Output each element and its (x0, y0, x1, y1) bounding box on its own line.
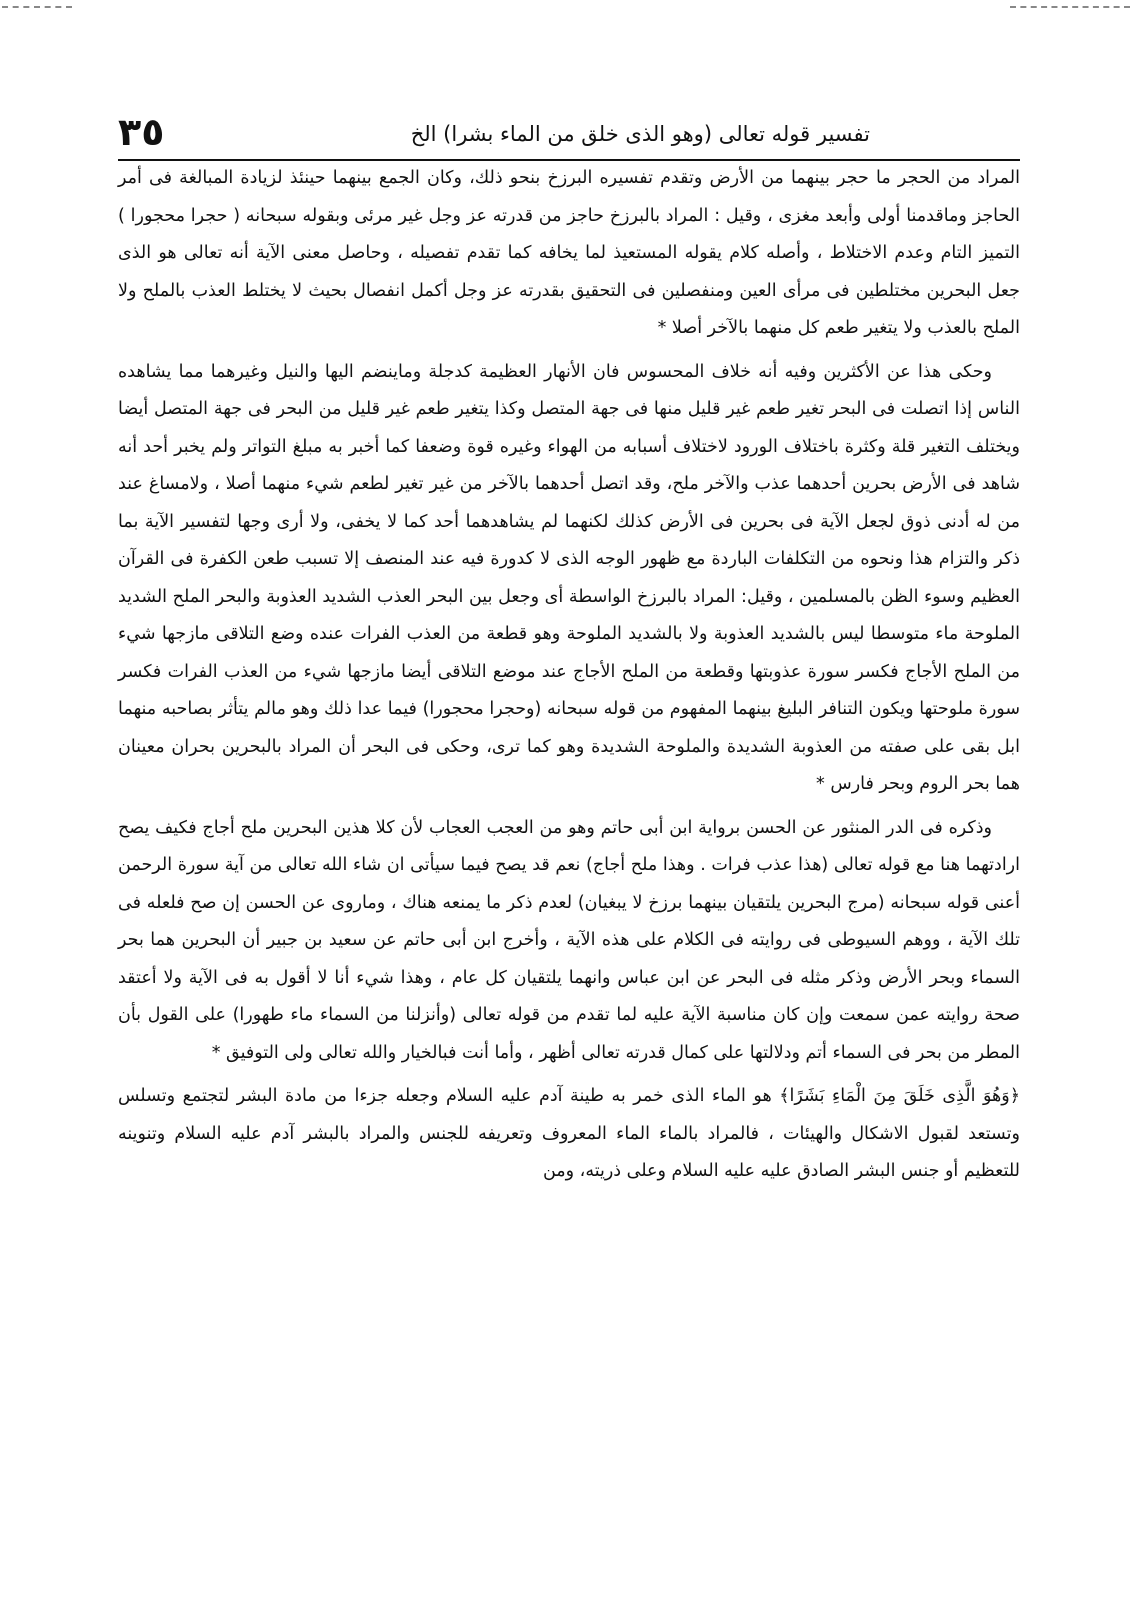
running-title: تفسير قوله تعالى (وهو الذى خلق من الماء بشرا) الخ (410, 122, 870, 146)
body-text (118, 160, 1020, 1191)
paragraph: وذكره فى الدر المنثور عن الحسن برواية ابن أبى حاتم وهو من العجب العجاب لأن كلا هذين البحرين ملح أجاج فكيف يصح ارادتهما هنا مع قوله تعالى (هذا عذب فرات . وهذا ملح أجاج) نعم قد يصح فيما سيأتى ان شاء الله تعالى من آية سورة الرحمن أعنى قوله سبحانه (مرج البحرين يلتقيان بينهما برزخ لا يبغيان) لعدم ذكر ما يمنعه هناك ، وماروى عن الحسن إن صح فلعله فى تلك الآية ، ووهم السيوطى فى روايته فى الكلام على هذه الآية ، وأخرج ابن أبى حاتم عن سعيد بن جبير أن البحرين هما بحر السماء وبحر الأرض وذكر مثله فى البحر عن ابن عباس وانهما يلتقيان كل عام ، وهذا شيء أنا لا أقول به فى الآية ولا أعتقد صحة روايته عمن سمعت وإن كان مناسبة الآية عليه لما تقدم من قوله تعالى (وأنزلنا من السماء ماء طهورا) على القول بأن المطر من بحر فى السماء أتم ودلالتها على كمال قدرته تعالى أظهر ، وأما أنت فبالخيار والله تعالى ولى التوفيق * (118, 817, 1020, 1063)
scan-edge-mark (1010, 6, 1130, 8)
paragraph: المراد من الحجر ما حجر بينهما من الأرض وتقدم تفسيره البرزخ بنحو ذلك، وكان الجمع بينهما حينئذ لزيادة المبالغة فى أمر الحاجز وماقدمنا أولى وأبعد مغزى ، وقيل : المراد بالبرزخ حاجز من قدرته عز وجل غير مرئى وبقوله سبحانه ( حجرا محجورا ) التميز التام وعدم الاختلاط ، وأصله كلام يقوله المستعيذ لما يخافه كما تقدم تفصيله ، وحاصل معنى الآية أنه تعالى هو الذى جعل البحرين مختلطين فى مرأى العين ومنفصلين فى التحقيق بقدرته عز وجل أكمل انفصال بحيث لا يختلط العذب بالملح ولا الملح بالعذب ولا يتغير طعم كل منهما بالآخر أصلا * (118, 168, 1020, 338)
scan-edge-mark (2, 6, 72, 8)
paragraph: ﴿وَهُوَ الَّذِى خَلَقَ مِنَ الْمَاءِ بَشَرًا﴾ هو الماء الذى خمر به طينة آدم عليه السلام وجعله جزءا من مادة البشر لتجتمع وتسلس وتستعد لقبول الاشكال والهيئات ، فالمراد بالماء الماء المعروف وتعريفه للجنس والمراد بالبشر آدم عليه السلام وتنوينه للتعظيم أو جنس البشر الصادق عليه عليه السلام وعلى ذريته، ومن (118, 1086, 1020, 1181)
page-header (118, 108, 1020, 158)
paragraph: وحكى هذا عن الأكثرين وفيه أنه خلاف المحسوس فان الأنهار العظيمة كدجلة وماينضم اليها والنيل وغيرهما مما يشاهده الناس إذا اتصلت فى البحر تغير طعم غير قليل منها فى جهة المتصل وكذا يتغير طعم غير قليل من البحر فى جهة المتصل أيضا ويختلف التغير قلة وكثرة باختلاف الورود لاختلاف أسبابه من الهواء وغيره قوة وضعفا كما أخبر به مبلغ التواتر ولم يخبر أحد أنه شاهد فى الأرض بحرين أحدهما عذب والآخر ملح، وقد اتصل أحدهما بالآخر من غير تغير لطعم شيء منهما أصلا ، ولامساغ عند من له أدنى ذوق لجعل الآية فى بحرين فى الأرض كذلك لكنهما لم يشاهدهما أحد كما لا يخفى، ولا أرى وجها لتفسير الآية بما ذكر والتزام هذا ونحوه من التكلفات الباردة مع ظهور الوجه الذى لا كدورة فيه عند المنصف إلا تسبب طعن الكفرة فى القرآن العظيم وسوء الظن بالمسلمين ، وقيل: المراد بالبرزخ الواسطة أى وجعل بين البحر العذب الشديد العذوبة والبحر الملح الشديد الملوحة ماء متوسطا ليس بالشديد العذوبة ولا بالشديد الملوحة وهو قطعة من العذب الفرات عنده وضع التلاقى مازجها شيء من الملح الأجاج فكسر سورة عذوبتها وقطعة من الملح الأجاج عند موضع التلاقى أيضا مازجها شيء من العذب الفرات فكسر سورة ملوحتها ويكون التنافر البليغ بينهما المفهوم من قوله سبحانه (وحجرا محجورا) فيما عدا ذلك وهو مالم يتأثر بصاحبه منهما ابل بقى على صفته من العذوبة الشديدة والملوحة الشديدة وهو كما ترى، وحكى فى البحر أن المراد بالبحرين بحران معينان هما بحر الروم وبحر فارس * (118, 361, 1020, 794)
page-number: ٣٥ (118, 110, 165, 154)
